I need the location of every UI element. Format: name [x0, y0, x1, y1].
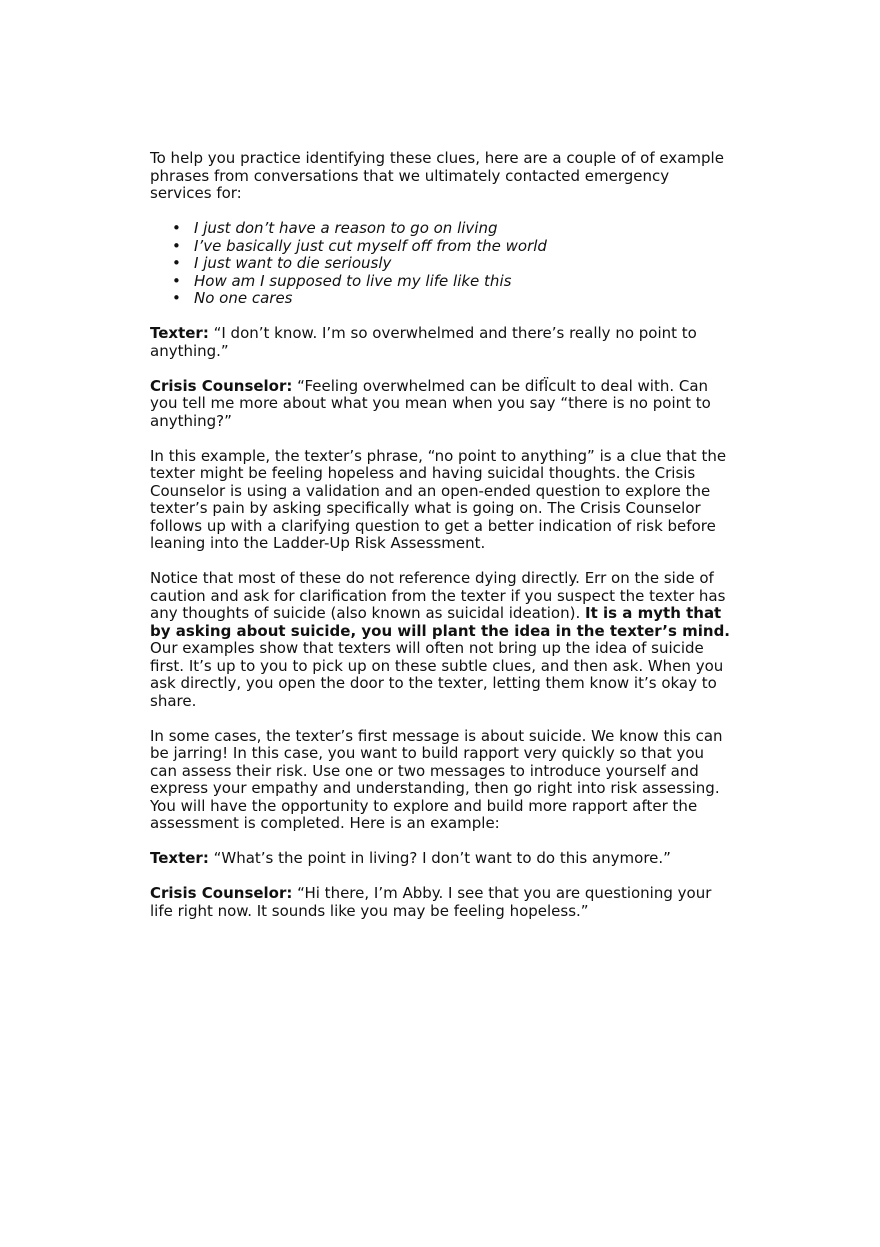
bullet-icon: • — [172, 254, 181, 272]
speaker-label: Texter: — [150, 849, 209, 867]
message-text: “Feeling overwhelmed can be difÏcult to deal with. Can you tell me more about what you mean when you say “there is no point to anything?” — [150, 376, 711, 430]
counselor-message-2 — [150, 885, 730, 920]
speaker-label: Crisis Counselor: — [150, 884, 293, 902]
texter-message-1 — [150, 325, 730, 360]
phrase-text: I just want to die seriously — [194, 254, 392, 272]
explanation-paragraph: In this example, the texter’s phrase, “no point to anything” is a clue that the texter might be feeling hopeless and having suicidal thoughts. the Crisis Counselor is using a validation and an open-ended question to explore the texter’s pain by asking specifically what is going on. The Crisis Counselor follows up with a clarifying question to get a better indication of risk before leaning into the Ladder-Up Risk Assessment. — [150, 446, 727, 552]
bullet-icon: • — [172, 219, 181, 237]
intro-paragraph: To help you practice identifying these clues, here are a couple of of example phrases from conversations that we ultimately contacted emergency services for: — [150, 149, 724, 202]
message-text: “I don’t know. I’m so overwhelmed and there’s really no point to anything.” — [150, 324, 697, 360]
myth-statement: It is a myth that by asking about suicide, you will plant the idea in the texter’s mind. — [150, 604, 731, 640]
example-phrase-list — [150, 220, 730, 308]
notice-text-before: Notice that most of these do not reference dying directly. Err on the side of caution and ask for clarification from the texter if you suspect the texter has any thoughts of suicide (also known as suicidal ideation). — [150, 569, 726, 622]
phrase-text: I’ve basically just cut myself off from the world — [194, 236, 547, 255]
bullet-icon: • — [172, 236, 181, 255]
phrase-text: I just don’t have a reason to go on living — [194, 219, 498, 237]
list-item — [172, 236, 730, 256]
notice-text-after: Our examples show that texters will often not bring up the idea of suicide first. It’s up to you to pick up on these subtle clues, and then ask. When you ask directly, you open the door to the texter, letting them know it’s okay to share. — [150, 639, 724, 710]
bullet-icon: • — [172, 289, 181, 307]
notice-paragraph — [150, 570, 730, 710]
bullet-icon: • — [172, 271, 181, 290]
list-item — [172, 271, 730, 291]
counselor-message-1 — [150, 378, 730, 431]
speaker-label: Crisis Counselor: — [150, 376, 293, 395]
some-cases-paragraph: In some cases, the texter’s first message is about suicide. We know this can be jarring! In this case, you want to build rapport very quickly so that you can assess their risk. Use one or two messages to introduce yourself and express your empathy and understanding, then go right into risk assessing. You will have the opportunity to explore and build more rapport after the assessment is completed. Here is an example: — [150, 726, 723, 832]
phrase-text: No one cares — [194, 289, 293, 307]
list-item — [172, 254, 730, 273]
texter-message-2 — [150, 850, 730, 868]
message-text: “What’s the point in living? I don’t want to do this anymore.” — [208, 849, 671, 867]
list-item — [172, 219, 730, 238]
list-item — [172, 289, 730, 308]
document-body — [150, 150, 730, 938]
phrase-text: How am I supposed to live my life like this — [194, 271, 512, 290]
speaker-label: Texter: — [150, 324, 209, 342]
message-text: “Hi there, I’m Abby. I see that you are questioning your life right now. It sounds like you may be feeling hopeless.” — [150, 884, 712, 920]
